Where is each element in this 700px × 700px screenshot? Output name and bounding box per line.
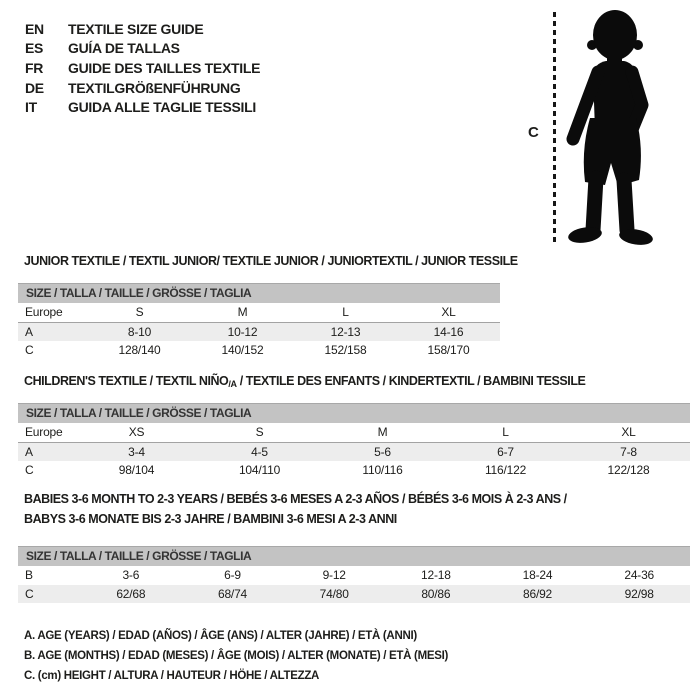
table-row-age [18, 323, 500, 342]
value-cell: 98/104 [118, 463, 155, 478]
value-cell: 92/98 [624, 586, 654, 601]
babies-table [18, 546, 690, 603]
footnote-age-years: A. AGE (YEARS) / EDAD (AÑOS) / ÂGE (ANS) / ALTER (JAHRE) / ETÀ (ANNI) [24, 630, 417, 642]
children-table [18, 403, 690, 480]
table-row-height [18, 341, 500, 360]
size-header-bar: SIZE / TALLA / TAILLE / GRÖSSE / TAGLIA [18, 403, 690, 423]
lang-row-it [25, 97, 260, 117]
lang-row-de [25, 78, 260, 98]
size-cell: XL [441, 305, 456, 320]
value-cell: 6-9 [224, 568, 241, 583]
size-cell: S [135, 305, 144, 320]
lang-label: GUIDA ALLE TAGLIE TESSILI [68, 99, 256, 116]
table-row-europe [18, 303, 500, 323]
row-label: Europe [25, 305, 63, 320]
row-label: Europe [25, 425, 63, 440]
toddler-silhouette [560, 8, 662, 246]
size-header-bar: SIZE / TALLA / TAILLE / GRÖSSE / TAGLIA [18, 283, 500, 303]
value-cell: 24-36 [624, 568, 655, 583]
row-label: A [25, 444, 33, 459]
size-cell: XS [128, 425, 145, 440]
lang-row-en [25, 19, 260, 39]
size-cell: L [342, 305, 349, 320]
row-label: A [25, 324, 33, 339]
value-cell: 86/92 [523, 586, 553, 601]
value-cell: 158/170 [427, 343, 470, 358]
value-cell: 6-7 [497, 444, 514, 459]
footnote-height: C. (cm) HEIGHT / ALTURA / HAUTEUR / HÖHE / ALTEZZA [24, 670, 320, 682]
table-row-height [18, 461, 690, 480]
value-cell: 14-16 [433, 324, 464, 339]
value-cell: 110/116 [362, 463, 403, 478]
children-title-post: / TEXTILE DES ENFANTS / KINDERTEXTIL / BAMBINI TESSILE [236, 374, 586, 388]
size-cell: XL [621, 425, 636, 440]
value-cell: 74/80 [319, 586, 349, 601]
value-cell: 3-6 [122, 568, 140, 583]
lang-code: DE [25, 79, 44, 96]
row-label: C [25, 463, 34, 478]
value-cell: 140/152 [221, 343, 264, 358]
lang-code: IT [25, 99, 37, 116]
table-row-height [18, 585, 690, 604]
value-cell: 8-10 [127, 324, 152, 339]
junior-section-title: JUNIOR TEXTILE / TEXTIL JUNIOR/ TEXTILE JUNIOR / JUNIORTEXTIL / JUNIOR TESSILE [24, 254, 518, 268]
table-row-europe [18, 423, 690, 443]
lang-code: ES [25, 40, 44, 57]
children-title-sub: /A [228, 379, 237, 389]
footnotes [24, 626, 448, 686]
value-cell: 152/158 [324, 343, 367, 358]
value-cell: 104/110 [238, 463, 281, 478]
value-cell: 7-8 [620, 444, 637, 459]
value-cell: 80/86 [421, 586, 451, 601]
value-cell: 18-24 [522, 568, 553, 583]
value-cell: 9-12 [322, 568, 346, 583]
value-cell: 3-4 [128, 444, 145, 459]
value-cell: 122/128 [607, 463, 650, 478]
babies-section-title [24, 489, 567, 529]
size-cell: M [377, 425, 388, 440]
lang-label: TEXTILGRÖßENFÜHRUNG [68, 79, 241, 96]
size-header-bar: SIZE / TALLA / TAILLE / GRÖSSE / TAGLIA [18, 546, 690, 566]
value-cell: 12-13 [330, 324, 361, 339]
value-cell: 12-18 [421, 568, 451, 583]
babies-title-line1: BABIES 3-6 MONTH TO 2-3 YEARS / BEBÉS 3-6 MESES A 2-3 AÑOS / BÉBÉS 3-6 MOIS À 2-3 ANS / [24, 492, 567, 506]
footnote-age-months: B. AGE (MONTHS) / EDAD (MESES) / ÂGE (MOIS) / ALTER (MONATE) / ETÀ (MESI) [24, 650, 449, 662]
value-cell: 4-5 [251, 444, 268, 459]
lang-row-es [25, 39, 260, 59]
lang-label: GUÍA DE TALLAS [68, 40, 180, 57]
measure-c-label: C [528, 124, 539, 141]
row-label: C [25, 586, 34, 601]
junior-table [18, 283, 500, 360]
lang-code: FR [25, 59, 44, 76]
language-list [25, 19, 260, 117]
table-row-months [18, 566, 690, 585]
lang-row-fr [25, 58, 260, 78]
lang-label: GUIDE DES TAILLES TEXTILE [68, 59, 261, 76]
value-cell: 116/122 [484, 463, 527, 478]
row-label: B [25, 568, 33, 583]
lang-label: TEXTILE SIZE GUIDE [68, 20, 204, 37]
size-cell: M [237, 305, 248, 320]
height-measure-dashed-line [553, 12, 556, 245]
table-row-age [18, 443, 690, 462]
value-cell: 62/68 [116, 586, 146, 601]
babies-title-line2: BABYS 3-6 MONATE BIS 2-3 JAHRE / BAMBINI 3-6 MESI A 2-3 ANNI [24, 512, 397, 526]
value-cell: 5-6 [374, 444, 391, 459]
children-title-pre: CHILDREN'S TEXTILE / TEXTIL NIÑO [24, 374, 229, 388]
size-cell: S [255, 425, 264, 440]
row-label: C [25, 343, 34, 358]
value-cell: 68/74 [217, 586, 248, 601]
value-cell: 10-12 [227, 324, 258, 339]
children-section-title [24, 371, 585, 394]
lang-code: EN [25, 20, 44, 37]
value-cell: 128/140 [118, 343, 161, 358]
size-cell: L [502, 425, 509, 440]
